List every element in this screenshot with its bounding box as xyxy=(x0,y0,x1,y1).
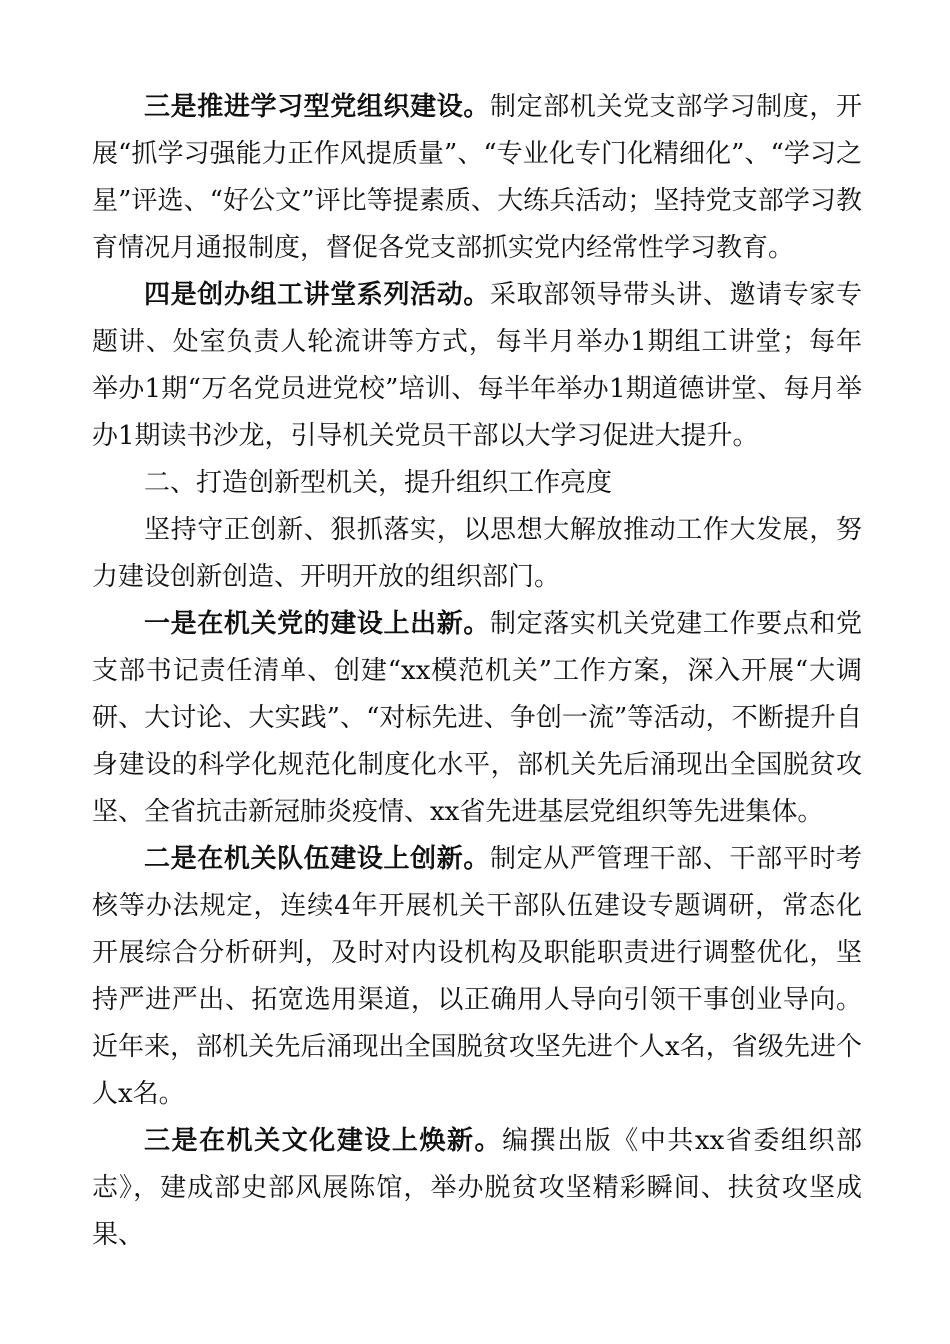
section-heading xyxy=(92,460,862,507)
section-heading-text: 二、打造创新型机关，提升组织工作亮度 xyxy=(144,468,613,498)
paragraph-intro xyxy=(92,507,862,601)
paragraph-text: 制定从严管理干部、干部平时考核等办法规定，连续4年开展机关干部队伍建设专题调研，常态化开展综合分析研判，及时对内设机构及职能职责进行调整优化，坚持严进严出、拓宽选用渠道，以正确用人导向引领干事创业导向。近年来，部机关先后涌现出全国脱贫攻坚先进个人x名，省级先进个人x名。 xyxy=(92,844,862,1109)
paragraph-lead: 一是在机关党的建设上出新。 xyxy=(144,609,490,639)
paragraph-text: 制定落实机关党建工作要点和党支部书记责任清单、创建“xx模范机关”工作方案，深入开展“大调研、大讨论、大实践”、“对标先进、争创一流”等活动，不断提升自身建设的科学化规范化制度化水平，部机关先后涌现出全国脱贫攻坚、全省抗击新冠肺炎疫情、xx省先进基层党组织等先进集体。 xyxy=(92,609,862,827)
paragraph-team-building xyxy=(92,836,862,1118)
paragraph-lead: 三是推进学习型党组织建设。 xyxy=(144,92,490,122)
paragraph-text: 坚持守正创新、狠抓落实，以思想大解放推动工作大发展，努力建设创新创造、开明开放的组织部门。 xyxy=(92,515,862,592)
paragraph-lecture-series xyxy=(92,272,862,460)
paragraph-learning-party xyxy=(92,84,862,272)
paragraph-party-building xyxy=(92,601,862,836)
document-body xyxy=(92,84,862,1259)
paragraph-lead: 二是在机关队伍建设上创新。 xyxy=(144,844,490,874)
paragraph-culture-building xyxy=(92,1118,862,1259)
paragraph-text: 制定部机关党支部学习制度，开展“抓学习强能力正作风提质量”、“专业化专门化精细化”、“学习之星”评选、“好公文”评比等提素质、大练兵活动；坚持党支部学习教育情况月通报制度，督促各党支部抓实党内经常性学习教育。 xyxy=(92,92,862,263)
paragraph-text: 编撰出版《中共xx省委组织部志》，建成部史部风展陈馆，举办脱贫攻坚精彩瞬间、扶贫攻坚成果、 xyxy=(92,1126,862,1250)
paragraph-lead: 三是在机关文化建设上焕新。 xyxy=(144,1126,503,1156)
paragraph-lead: 四是创办组工讲堂系列活动。 xyxy=(144,280,490,310)
paragraph-text: 采取部领导带头讲、邀请专家专题讲、处室负责人轮流讲等方式，每半月举办1期组工讲堂；每年举办1期“万名党员进党校”培训、每半年举办1期道德讲堂、每月举办1期读书沙龙，引导机关党员干部以大学习促进大提升。 xyxy=(92,280,862,451)
